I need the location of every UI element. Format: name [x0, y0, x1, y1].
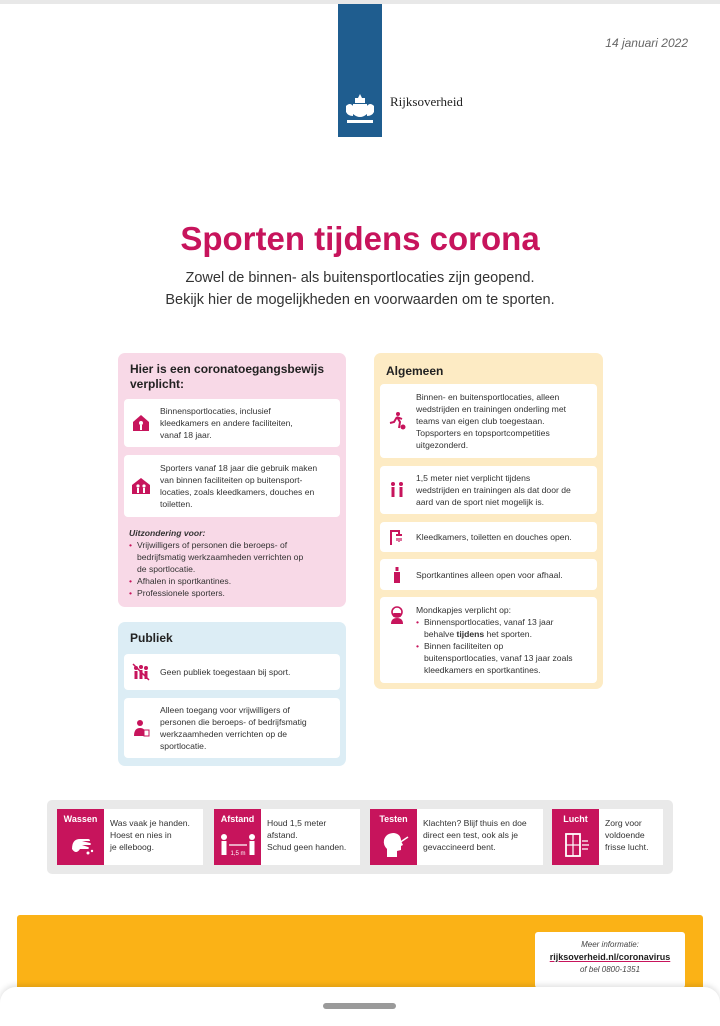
exceptions-heading: Uitzondering voor:: [129, 528, 206, 538]
rule-card-afstand: Afstand 1,5 m Houd 1,5 meter afstand. Schud geen handen.: [214, 809, 360, 865]
panel-title: Algemeen: [386, 364, 444, 378]
shower-icon: [386, 526, 408, 548]
more-info-box: [535, 932, 685, 988]
document-date: 14 januari 2022: [605, 36, 688, 50]
test-head-icon: [370, 831, 417, 859]
list-item: • Vrijwilligers of personen die beroeps- of bedrijfsmatig werkzaamheden verrichten op de sportlocatie.: [129, 539, 339, 575]
subtitle-line: Zowel de binnen- als buitensportlocaties zijn geopend.: [185, 270, 535, 286]
crowd-crossed-icon: [130, 661, 152, 683]
panel-title: Publiek: [130, 631, 173, 645]
svg-text:1,5 m: 1,5 m: [229, 851, 246, 857]
bottle-icon: [386, 564, 408, 586]
more-info-label: Meer informatie:: [581, 940, 639, 949]
public-panel: [118, 622, 346, 766]
general-panel: [374, 353, 603, 689]
hand-washing-icon: [57, 831, 104, 859]
building-person-icon: [130, 412, 152, 434]
access-pass-panel: [118, 353, 346, 607]
rule-card-wassen: Wassen Was vaak je handen. Hoest en nies in je elleboog.: [57, 809, 203, 865]
list-item: • Professionele sporters.: [129, 587, 339, 599]
list-item: Sporters vanaf 18 jaar die gebruik maken van binnen faciliteiten op buitensport- locaties, zoals kleedkamers, douches en toiletten.: [124, 455, 340, 517]
list-item: Mondkapjes verplicht op: • Binnensportlocaties, vanaf 13 jaar behalve tijdens het sporten. • Binnen faciliteiten op buitensportlocaties, vanaf 13 jaar zoals kleedkamers en sportkantines.: [380, 597, 597, 683]
drag-handle[interactable]: [323, 1003, 396, 1009]
people-distance-icon: [386, 479, 408, 501]
list-item: Alleen toegang voor vrijwilligers of personen die beroeps- of bedrijfsmatig werkzaamheden verrichten op de sportlocatie.: [124, 698, 340, 758]
distance-icon: [214, 831, 261, 859]
rule-label: Wassen: [63, 814, 98, 824]
rule-card-lucht: Lucht Zorg voor voldoende frisse lucht.: [552, 809, 663, 865]
face-mask-icon: [386, 604, 408, 626]
subtitle-line: Bekijk hier de mogelijkheden en voorwaarden om te sporten.: [165, 292, 555, 308]
list-item: • Afhalen in sportkantines.: [129, 575, 339, 587]
crest-icon: [342, 92, 378, 126]
list-item: • Binnensportlocaties, vanaf 13 jaar behalve tijdens het sporten.: [416, 616, 573, 640]
list-item: 1,5 meter niet verplicht tijdens wedstrijden en trainingen als dat door de aard van de sport niet mogelijk is.: [380, 466, 597, 514]
brand-name: Rijksoverheid: [390, 94, 463, 109]
rule-label: Afstand: [220, 814, 255, 824]
panel-title: Hier is een coronatoegangsbewijs verplicht:: [130, 362, 325, 391]
list-item: Binnensportlocaties, inclusief kleedkamers en andere faciliteiten, vanaf 18 jaar.: [124, 399, 340, 447]
list-item: Sportkantines alleen open voor afhaal.: [380, 559, 597, 590]
window-ventilation-icon: [552, 831, 599, 859]
list-item: Geen publiek toegestaan bij sport.: [124, 654, 340, 690]
volunteer-person-icon: [130, 717, 152, 739]
list-item: • Binnen faciliteiten op buitensportlocaties, vanaf 13 jaar zoals kleedkamers en sportkantines.: [416, 640, 573, 676]
rule-label: Testen: [379, 814, 408, 824]
rule-label: Lucht: [563, 814, 588, 824]
phone-number: of bel 0800-1351: [579, 965, 641, 974]
coronavirus-link[interactable]: rijksoverheid.nl/coronavirus: [549, 952, 671, 962]
house-people-icon: [130, 475, 152, 497]
page-title: Sporten tijdens corona: [180, 220, 540, 257]
list-item: Binnen- en buitensportlocaties, alleen wedstrijden en trainingen onderling met teams van eigen club toegestaan. Topsporters en topsportcompetities uitgezonderd.: [380, 384, 597, 458]
rule-card-testen: Testen Klachten? Blijf thuis en doe direct een test, ook als je gevaccineerd bent.: [370, 809, 543, 865]
list-item: Kleedkamers, toiletten en douches open.: [380, 522, 597, 552]
exceptions-block: [129, 527, 339, 599]
football-player-icon: [386, 410, 408, 432]
